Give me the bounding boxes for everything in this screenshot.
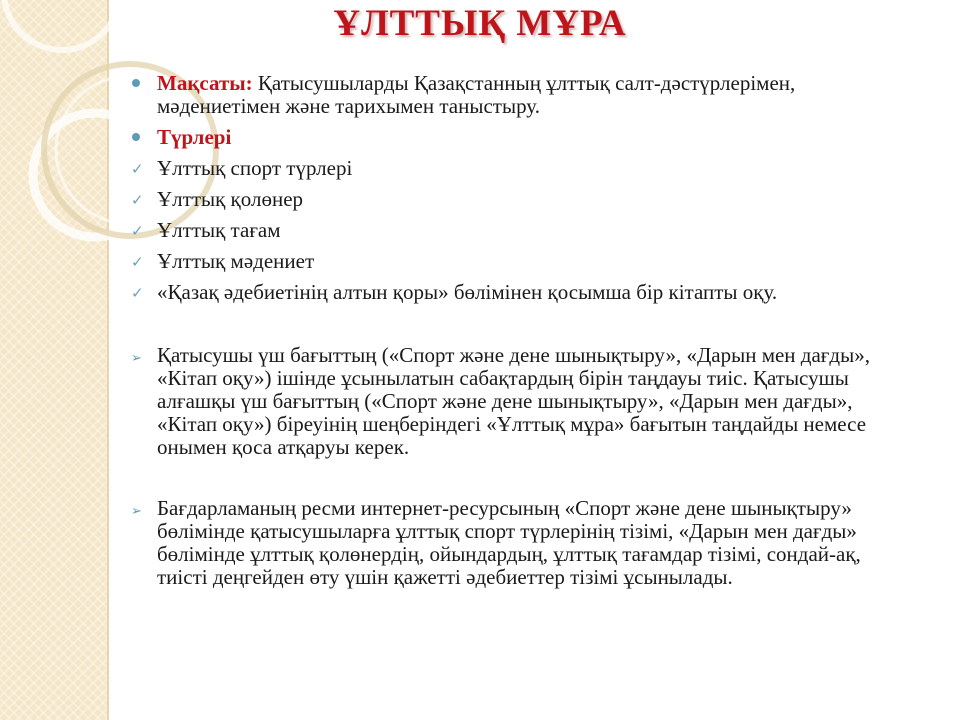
paragraph-item [131,497,911,589]
bullet-dot-icon [132,133,140,141]
checkmark-icon: ✓ [131,222,144,240]
type-item-text: Ұлттық спорт түрлері [157,156,353,180]
spacer [131,467,911,497]
checkmark-icon: ✓ [131,253,144,271]
paragraph-text: Бағдарламаның ресми интернет-ресурсының «Спорт және дене шынықтыру» бөлімінде қатысушыларға ұлттық спорт түрлерінің тізімі, «Дарын мен дағды» бөлімінде ұлттық қолөнердің, ойындардың, ұлттық тағамдар тізімі, сондай-ақ, тиісті деңгейден өту үшін қажетті әдебиеттер тізімі ұсынылады. [157,496,861,589]
checkmark-icon: ✓ [131,191,144,209]
type-item-text: Ұлттық қолөнер [157,187,304,211]
type-item-sport [131,157,911,180]
type-item-reading [131,281,911,304]
paragraph-item [131,344,911,459]
goal-item [131,72,911,118]
spacer [131,312,911,344]
goal-label: Мақсаты: [157,71,253,95]
page-title: ҰЛТТЫҚ МҰРА [333,3,627,44]
paragraph-text: Қатысушы үш бағыттың («Спорт және дене шынықтыру», «Дарын мен дағды», «Кітап оқу») ішінде ұсынылатын сабақтардың бірін таңдауы тиіс. Қатысушы алғашқы үш бағыттың («Спорт және дене шынықтыру», «Дарын мен дағды», «Кітап оқу») біреуінің шеңберіндегі «Ұлттық мұра» бағытын таңдайды немесе онымен қоса атқаруы керек. [157,343,870,459]
arrow-bullet-icon: ➢ [131,351,142,366]
arrow-bullet-icon: ➢ [131,504,142,519]
type-item-crafts [131,188,911,211]
types-heading: Түрлері [157,125,232,149]
bullet-dot-icon [132,79,140,87]
type-item-culture [131,250,911,273]
type-item-text: Ұлттық тағам [157,218,281,242]
checkmark-icon: ✓ [131,160,144,178]
types-heading-item [131,126,911,149]
type-item-text: «Қазақ әдебиетінің алтын қоры» бөлімінен қосымша бір кітапты оқу. [157,280,778,304]
goal-text: Қатысушыларды Қазақстанның ұлттық салт-дәстүрлерімен, мәдениетімен және тарихымен таныстыру. [157,71,796,118]
type-item-text: Ұлттық мәдениет [157,249,315,273]
checkmark-icon: ✓ [131,284,144,302]
type-item-food [131,219,911,242]
content-body [131,72,911,597]
